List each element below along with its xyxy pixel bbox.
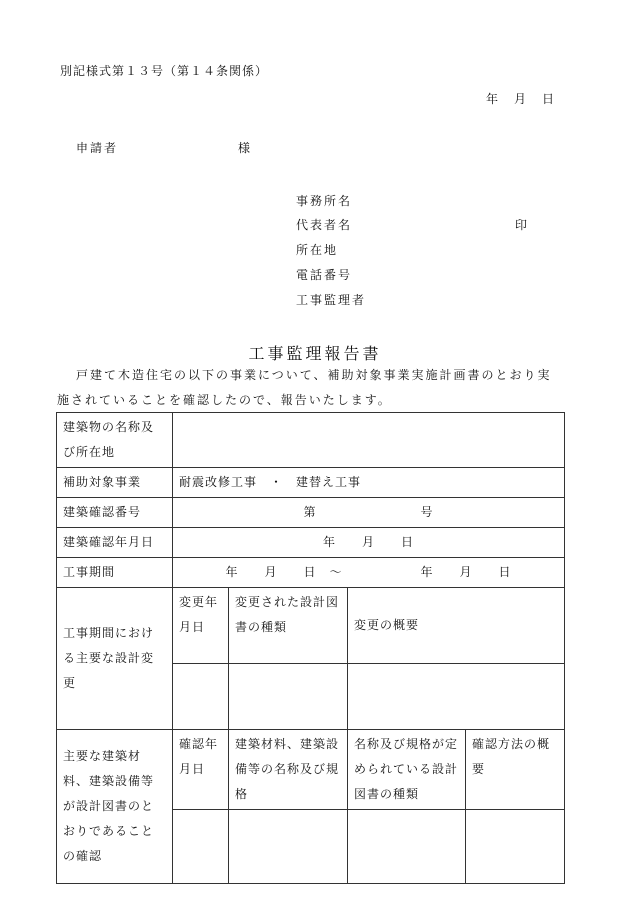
material-method-cell[interactable] [466,810,565,884]
material-name-header: 建築材料、建築設備等の名称及び規格 [229,730,348,810]
material-docs-cell[interactable] [348,810,466,884]
intro-line-1: 戸建て木造住宅の以下の事業について、補助対象事業実施計画書のとおり実 [76,368,552,382]
building-name-label: 建築物の名称及び所在地 [57,413,173,468]
material-method-header: 確認方法の概要 [466,730,565,810]
seal-mark: 印 [515,218,528,232]
applicant-suffix: 様 [238,141,251,155]
date-day: 日 [542,92,555,106]
report-table [56,412,565,884]
confirm-no-label: 建築確認番号 [57,498,173,528]
phone-label: 電話番号 [296,268,353,282]
office-name-label: 事務所名 [296,194,353,208]
document-title: 工事監理報告書 [248,344,382,363]
project-label: 補助対象事業 [57,468,173,498]
period-label: 工事期間 [57,558,173,588]
form-id: 別記様式第１３号（第１４条関係） [60,64,269,78]
change-summary-cell[interactable] [348,664,565,730]
design-change-label: 工事期間における主要な設計変更 [57,588,173,730]
date-month: 月 [514,92,527,106]
building-name-value[interactable] [173,413,565,468]
intro-line-2: 施されていることを確認したので、報告いたします。 [57,393,392,407]
address-label: 所在地 [296,243,339,257]
material-docs-header: 名称及び規格が定められている設計図書の種類 [348,730,466,810]
change-date-cell[interactable] [173,664,229,730]
confirm-no-value[interactable]: 第 号 [173,498,565,528]
material-check-label: 主要な建築材料、建築設備等が設計図書のとおりであることの確認 [57,730,173,884]
change-docs-cell[interactable] [229,664,348,730]
material-date-cell[interactable] [173,810,229,884]
date-line [486,90,554,107]
confirm-date-label: 建築確認年月日 [57,528,173,558]
date-year: 年 [486,92,499,106]
project-value[interactable]: 耐震改修工事 ・ 建替え工事 [173,468,565,498]
change-docs-header: 変更された設計図書の種類 [229,588,348,664]
material-date-header: 確認年月日 [173,730,229,810]
representative-label: 代表者名 [296,218,353,232]
material-name-cell[interactable] [229,810,348,884]
confirm-date-value[interactable]: 年 月 日 [173,528,565,558]
change-summary-header: 変更の概要 [348,588,565,664]
applicant-label: 申請者 [76,141,119,155]
supervisor-label: 工事監理者 [296,293,367,307]
period-value[interactable]: 年 月 日 ～ 年 月 日 [173,558,565,588]
change-date-header: 変更年月日 [173,588,229,664]
